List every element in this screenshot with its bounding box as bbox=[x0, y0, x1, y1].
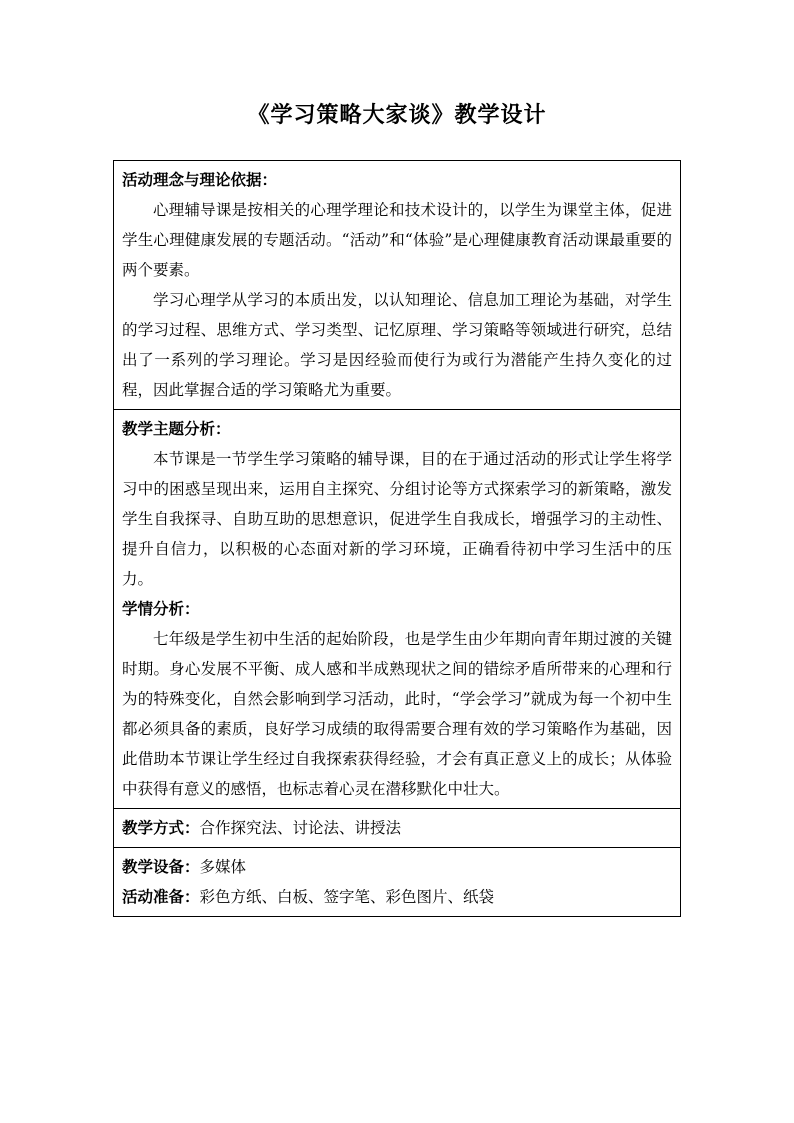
method-row bbox=[114, 809, 681, 848]
preparation-line bbox=[122, 882, 672, 912]
student-analysis-paragraph: 七年级是学生初中生活的起始阶段，也是学生由少年期向青年期过渡的关键时期。身心发展不平衡、成人感和半成熟现状之间的错综矛盾所带来的心理和行为的特殊变化，自然会影响到学习活动，此时，“学会学习”就成为每一个初中生都必须具备的素质，良好学习成绩的取得需要合理有效的学习策略作为基础，因此借助本节课让学生经过自我探索获得经验，才会有真正意义上的成长；从体验中获得有意义的感悟，也标志着心灵在潜移默化中壮大。 bbox=[122, 630, 672, 798]
preparation-value: 彩色方纸、白板、签字笔、彩色图片、纸袋 bbox=[199, 888, 495, 906]
equipment-line bbox=[122, 852, 672, 882]
analysis-cell bbox=[114, 410, 681, 809]
equipment-heading: 教学设备： bbox=[122, 857, 200, 876]
method-cell bbox=[114, 809, 681, 848]
lesson-design-table bbox=[113, 160, 681, 917]
topic-analysis-heading: 教学主题分析： bbox=[122, 419, 231, 438]
theory-paragraph-2: 学习心理学从学习的本质出发，以认知理论、信息加工理论为基础，对学生的学习过程、思维方式、学习类型、记忆原理、学习策略等领域进行研究，总结出了一系列的学习理论。学习是因经验而使行为或行为潜能产生持久变化的过程，因此掌握合适的学习策略尤为重要。 bbox=[122, 291, 672, 399]
equipment-row bbox=[114, 848, 681, 917]
theory-heading: 活动理念与理论依据： bbox=[122, 170, 278, 189]
student-analysis-heading: 学情分析： bbox=[122, 599, 200, 618]
teaching-method-value: 合作探究法、讨论法、讲授法 bbox=[199, 819, 402, 837]
preparation-heading: 活动准备： bbox=[122, 887, 200, 906]
theory-cell bbox=[114, 161, 681, 410]
equipment-value: 多媒体 bbox=[199, 858, 247, 876]
theory-row bbox=[114, 161, 681, 410]
theory-paragraph-1: 心理辅导课是按相关的心理学理论和技术设计的，以学生为课堂主体，促进学生心理健康发展的专题活动。“活动”和“体验”是心理健康教育活动课最重要的两个要素。 bbox=[122, 201, 672, 279]
topic-analysis-paragraph: 本节课是一节学生学习策略的辅导课，目的在于通过活动的形式让学生将学习中的困惑呈现出来，运用自主探究、分组讨论等方式探索学习的新策略，激发学生自我探寻、自助互助的思想意识，促进学生自我成长，增强学习的主动性、提升自信力，以积极的心态面对新的学习环境，正确看待初中学习生活中的压力。 bbox=[122, 450, 672, 588]
analysis-row bbox=[114, 410, 681, 809]
document-title: 《学习策略大家谈》教学设计 bbox=[247, 102, 547, 128]
equipment-cell bbox=[114, 848, 681, 917]
teaching-method-heading: 教学方式： bbox=[122, 818, 200, 837]
